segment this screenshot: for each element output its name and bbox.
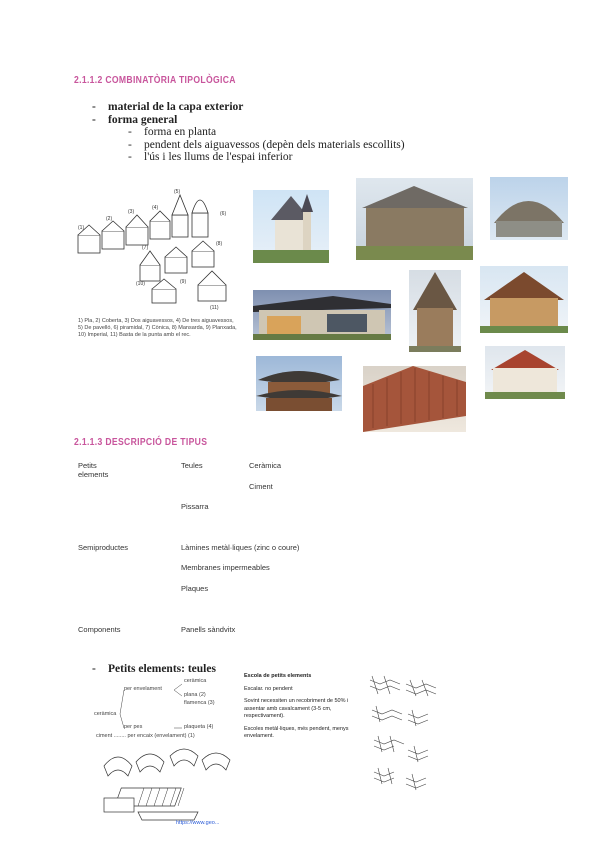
figure-label: (3) (128, 209, 135, 215)
section-heading-descripcio: 2.1.1.3 DESCRIPCIÓ DE TIPUS (74, 436, 208, 448)
bullet-petits-elements: - Petits elements: teules (92, 663, 216, 675)
note-line: Sovint necessiten un recobriment de 50% i assentar amb cavalcament (3-5 cm, respectivament). (244, 698, 349, 719)
tile-pattern-sketches (366, 674, 440, 792)
bullet-list (92, 101, 405, 164)
table-cell-type: Panells sàndvitx (181, 625, 236, 634)
photo-conical-tower (409, 270, 461, 352)
figure-label: (9) (180, 279, 187, 285)
bullet-item: - forma general (92, 113, 178, 126)
tile-drawings (98, 742, 238, 824)
figure-label: (8) (216, 241, 223, 247)
figure-label: (6) (220, 211, 227, 217)
figure-label: (5) (174, 189, 181, 195)
table-cell-type: Plaques (181, 584, 209, 593)
figure-label: (7) (142, 245, 149, 251)
bullet-item: - material de la capa exterior (92, 101, 244, 113)
figure-caption: 1) Pla, 2) Coberta, 3) Dos aiguavessos, 4) De tres aiguavessos, 5) De pavelló, 6) piramidal, 7) Cònica, 8) Mansarda, 9) Planxada, 10) Imperial, 11) Basta de la punta amb el rec. (78, 318, 237, 338)
photo-tiled-roof (363, 366, 466, 432)
section-heading-combinatoria: 2.1.1.2 COMBINATÒRIA TIPOLÒGICA (74, 74, 236, 86)
sub-bullet-item: - pendent dels aiguavessos (depèn dels materials escollits) (128, 138, 405, 151)
figure-label: (4) (152, 205, 159, 211)
diagram-leaf: flamenca (3) (184, 700, 215, 706)
figure-label: (1) (78, 225, 85, 231)
diagram-branch: per pes (124, 724, 143, 730)
diagram-root: ceràmica (94, 711, 117, 717)
diagram-leaf: plana (2) (184, 692, 206, 698)
table-cell-material: Ciment (249, 482, 273, 491)
figure-label: (2) (106, 216, 113, 222)
photo-castle-tower (253, 190, 329, 263)
sub-bullet-item: - forma en planta (128, 126, 217, 138)
sub-bullet-item: - l'ús i les llums de l'espai inferior (128, 151, 293, 163)
table-cell-category: Semiproductes (78, 543, 129, 552)
photo-modern-house (253, 290, 391, 340)
note-line: Escalar. no pendent (244, 685, 293, 692)
photo-pagoda (256, 356, 342, 411)
diagram-branch: per envelament (124, 686, 162, 692)
table-cell-category: Components (78, 625, 121, 634)
photo-stone-house (356, 178, 473, 260)
figure-label: (10) (136, 281, 145, 287)
table-cell-material: Ceràmica (249, 461, 282, 470)
note-line: Escola de petits elements (244, 673, 312, 679)
table-cell-type: Pissarra (181, 502, 209, 511)
figure-label: (11) (210, 305, 219, 311)
source-link[interactable]: https://www.geo... (176, 820, 220, 826)
photo-wooden-house (480, 266, 568, 333)
diagram-leaf: plaqueta (4) (184, 724, 214, 730)
notes-block (244, 673, 350, 741)
diagram-bottom-line: ciment ........ per encaix (envelament) (1) (96, 733, 195, 739)
roof-forms-drawing (70, 185, 240, 315)
diagram-leaf: ceràmica (184, 678, 207, 684)
tile-classification-diagram (94, 678, 234, 740)
photo-mansard-house (485, 346, 565, 399)
table-cell-type: Làmines metàl·liques (zinc o coure) (181, 543, 300, 552)
table-cell-category: Petits elements (78, 461, 109, 479)
table-cell-type: Teules (181, 461, 203, 470)
table-cell-type: Membranes impermeables (181, 563, 270, 572)
note-line: Escoles metàl·liques, més pendent, menys envelament. (244, 725, 349, 739)
photo-thatched-hut (490, 177, 568, 240)
